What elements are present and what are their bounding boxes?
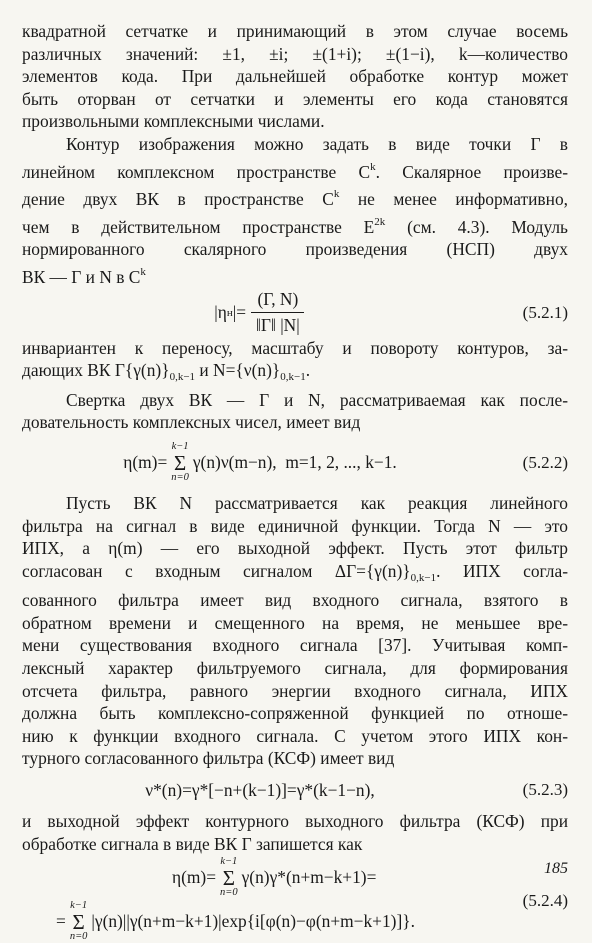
- text-line: ВК — Γ и N в $C^k$: [22, 265, 146, 287]
- text-line: фильтра на сигнал в виде единичной функции. Тогда N — это: [22, 515, 568, 536]
- text-line: Пусть ВК N рассматривается как реакция линейного: [66, 492, 568, 513]
- equation-number: (5.2.3): [522, 780, 568, 800]
- text-line: произвольными комплексными числами.: [22, 111, 325, 132]
- paragraph-2: [22, 133, 568, 289]
- sum-symbol: k−1 Σ n=0: [69, 900, 88, 942]
- text-line: квадратной сетчатке и принимающий в этом случае восемь: [22, 21, 568, 41]
- text-line: элементов кода. При дальнейшей обработке контур может: [22, 66, 568, 87]
- equation-5-2-4: η(m)= k−1 Σ n=0 γ(n)γ*(n+m−k+1)= = k−1 Σ n=0 |γ(n)||γ(n+m−k+1)|exp{i[φ(n)−φ(n+m−k+1)]}. (5.2.4): [56, 856, 568, 942]
- text-line: лексный характер фильтруемого сигнала, для формирования: [22, 658, 568, 679]
- text-line: должна быть комплексно-сопряженной функцией по отноше-: [22, 703, 568, 724]
- text-line: ИПХ, а η(m) — его выходной эффект. Пусть этот фильтр: [22, 538, 568, 559]
- sum-symbol: k−1 Σ n=0: [171, 441, 189, 483]
- text-line: чем в действительном пространстве $E^{2k}$ (см. 4.3). Модуль: [22, 215, 568, 237]
- text-line: линейном комплексном пространстве $C^k$. Скалярное произве-: [22, 160, 569, 182]
- page-number: 185: [544, 860, 568, 877]
- text-line: довательность комплексных чисел, имеет вид: [22, 412, 361, 433]
- paragraph-1: [22, 20, 568, 133]
- equation-5-2-3: ν*(n)=γ*[−n+(k−1)]=γ*(k−1−n), (5.2.3): [145, 779, 568, 800]
- text-line: отсчета фильтра, равного энергии входного сигнала, ИПХ: [22, 680, 568, 701]
- text-line: сованного фильтра имеет вид входного сигнала, взятого в: [22, 590, 568, 611]
- text-line: мени существования входного сигнала [37]. Учитывая комп-: [22, 635, 568, 656]
- text-line: нию к функции входного сигнала. С учетом этого ИПХ кон-: [22, 725, 568, 746]
- text-line: дающих ВК $\Gamma\{\gamma(n)\}_{0,k-1}$ и $N=\{\nu(n)\}_{0,k-1}$.: [22, 360, 311, 384]
- text-line: Контур изображения можно задать в виде точки Γ в: [66, 133, 568, 154]
- sum-symbol: k−1 Σ n=0: [220, 856, 238, 898]
- text-line: согласован с входным сигналом $\Delta\Gamma=\{\gamma(n)\}_{0,k-1}$. ИПХ согла-: [22, 560, 568, 584]
- equation-number: (5.2.2): [522, 452, 568, 472]
- text-line: нормированного скалярного произведения (НСП) двух: [22, 239, 568, 260]
- paragraph-6: [22, 810, 568, 855]
- text-line: и выходной эффект контурного выходного фильтра (КСФ) при: [22, 811, 568, 832]
- text-line: инвариантен к переносу, масштабу и повороту контуров, за-: [22, 337, 568, 358]
- text-line: обработке сигнала в виде ВК Γ запишется как: [22, 833, 363, 854]
- paragraph-4: [22, 389, 568, 434]
- text-line: обратном времени и смещенного на время, не меньшее вре-: [22, 612, 568, 633]
- paragraph-3: [22, 337, 568, 389]
- equation-number: (5.2.4): [522, 891, 568, 911]
- equation-5-2-1: |η н |= $\frac{(\Gamma, N)}{‖\Gamma‖ |N|}$ (5.2.1): [214, 289, 568, 336]
- text-line: различных значений: ±1, ±i; ±(1+i); ±(1−i), k—количество: [22, 43, 568, 64]
- text-line: быть оторван от сетчатки и элементы его кода становятся: [22, 88, 568, 109]
- text-line: турного согласованного фильтра (КСФ) имеет вид: [22, 748, 395, 769]
- equation-number: (5.2.1): [522, 302, 568, 322]
- text-line: Свертка двух ВК — Γ и N, рассматриваемая как после-: [66, 389, 568, 410]
- paragraph-5: [22, 492, 568, 770]
- fraction: $\frac{(\Gamma, N)}{‖\Gamma‖ |N|}$: [250, 289, 306, 336]
- equation-5-2-2: η(m)= k−1 Σ n=0 γ(n)ν(m−n), m=1, 2, ..., k−1. (5.2.2): [123, 441, 568, 483]
- text-line: дение двух ВК в пространстве $C^k$ не менее информативно,: [22, 188, 568, 210]
